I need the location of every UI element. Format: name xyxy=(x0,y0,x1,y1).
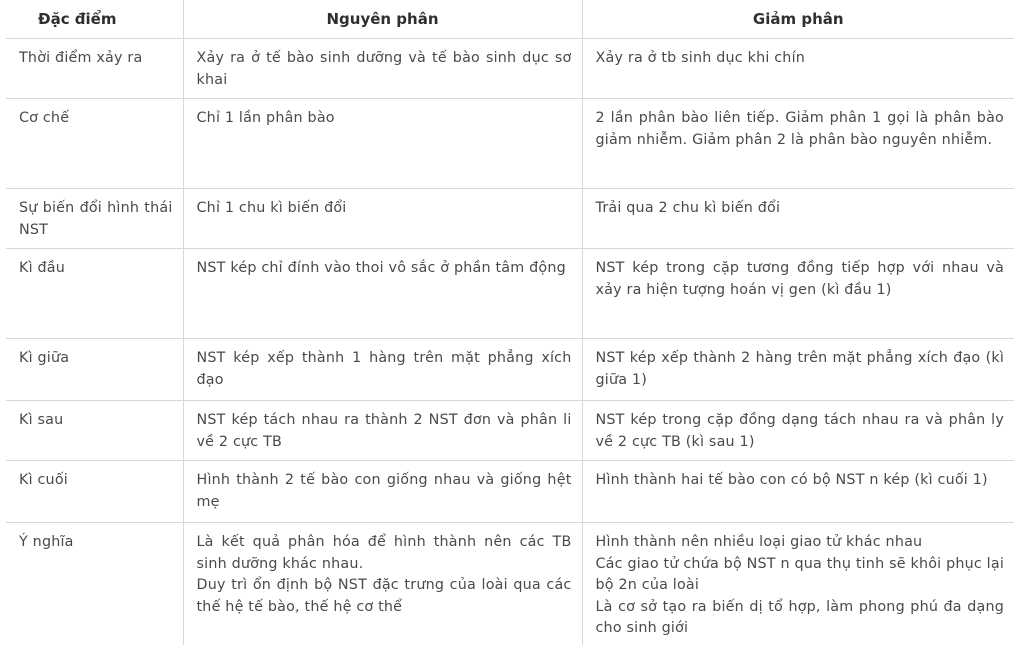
meiosis-line: Các giao tử chứa bộ NST n qua thụ tinh sẽ khôi phục lại bộ 2n của loài xyxy=(595,555,1004,593)
meiosis-line: Là cơ sở tạo ra biến dị tổ hợp, làm phong phú đa dạng cho sinh giới xyxy=(595,598,1004,636)
mitosis-cell: NST kép tách nhau ra thành 2 NST đơn và phân li về 2 cực TB xyxy=(183,401,582,461)
mitosis-cell: NST kép chỉ đính vào thoi vô sắc ở phần tâm động xyxy=(183,249,582,339)
meiosis-cell: Hình thành hai tế bào con có bộ NST n kép (kì cuối 1) xyxy=(582,461,1014,523)
table-row xyxy=(6,99,1014,189)
meiosis-cell: Trải qua 2 chu kì biến đổi xyxy=(582,189,1014,249)
meiosis-cell: Xảy ra ở tb sinh dục khi chín xyxy=(582,39,1014,99)
meiosis-cell: NST kép trong cặp tương đồng tiếp hợp với nhau và xảy ra hiện tượng hoán vị gen (kì đầu 1) xyxy=(582,249,1014,339)
feature-cell: Sự biến đổi hình thái NST xyxy=(6,189,183,249)
feature-cell: Kì cuối xyxy=(6,461,183,523)
table-row xyxy=(6,461,1014,523)
table-row xyxy=(6,523,1014,645)
table-row xyxy=(6,339,1014,401)
table-row xyxy=(6,249,1014,339)
mitosis-meiosis-table xyxy=(6,0,1014,645)
header-meiosis: Giảm phân xyxy=(582,0,1014,39)
meiosis-line: Hình thành nên nhiều loại giao tử khác nhau xyxy=(595,534,923,550)
feature-cell: Thời điểm xảy ra xyxy=(6,39,183,99)
feature-cell: Cơ chế xyxy=(6,99,183,189)
feature-cell: Kì đầu xyxy=(6,249,183,339)
table-header-row xyxy=(6,0,1014,39)
meiosis-cell: 2 lần phân bào liên tiếp. Giảm phân 1 gọi là phân bào giảm nhiễm. Giảm phân 2 là phân bào nguyên nhiễm. xyxy=(582,99,1014,189)
feature-cell: Ý nghĩa xyxy=(6,523,183,645)
table-row xyxy=(6,189,1014,249)
mitosis-line: Là kết quả phân hóa để hình thành nên các TB sinh dưỡng khác nhau. xyxy=(196,534,572,572)
meiosis-cell: NST kép trong cặp đồng dạng tách nhau ra và phân ly về 2 cực TB (kì sau 1) xyxy=(582,401,1014,461)
mitosis-cell: Chỉ 1 lần phân bào xyxy=(183,99,582,189)
table-row xyxy=(6,39,1014,99)
table-row xyxy=(6,401,1014,461)
meiosis-cell xyxy=(582,523,1014,645)
comparison-table-container xyxy=(6,0,1014,645)
header-feature: Đặc điểm xyxy=(6,0,183,39)
meiosis-cell: NST kép xếp thành 2 hàng trên mặt phẳng xích đạo (kì giữa 1) xyxy=(582,339,1014,401)
feature-cell: Kì giữa xyxy=(6,339,183,401)
mitosis-line: Duy trì ổn định bộ NST đặc trưng của loài qua các thế hệ tế bào, thế hệ cơ thể xyxy=(196,577,572,615)
mitosis-cell: Hình thành 2 tế bào con giống nhau và giống hệt mẹ xyxy=(183,461,582,523)
mitosis-cell: Xảy ra ở tế bào sinh dưỡng và tế bào sinh dục sơ khai xyxy=(183,39,582,99)
header-mitosis: Nguyên phân xyxy=(183,0,582,39)
mitosis-cell: Chỉ 1 chu kì biến đổi xyxy=(183,189,582,249)
mitosis-cell xyxy=(183,523,582,645)
mitosis-cell: NST kép xếp thành 1 hàng trên mặt phẳng xích đạo xyxy=(183,339,582,401)
feature-cell: Kì sau xyxy=(6,401,183,461)
